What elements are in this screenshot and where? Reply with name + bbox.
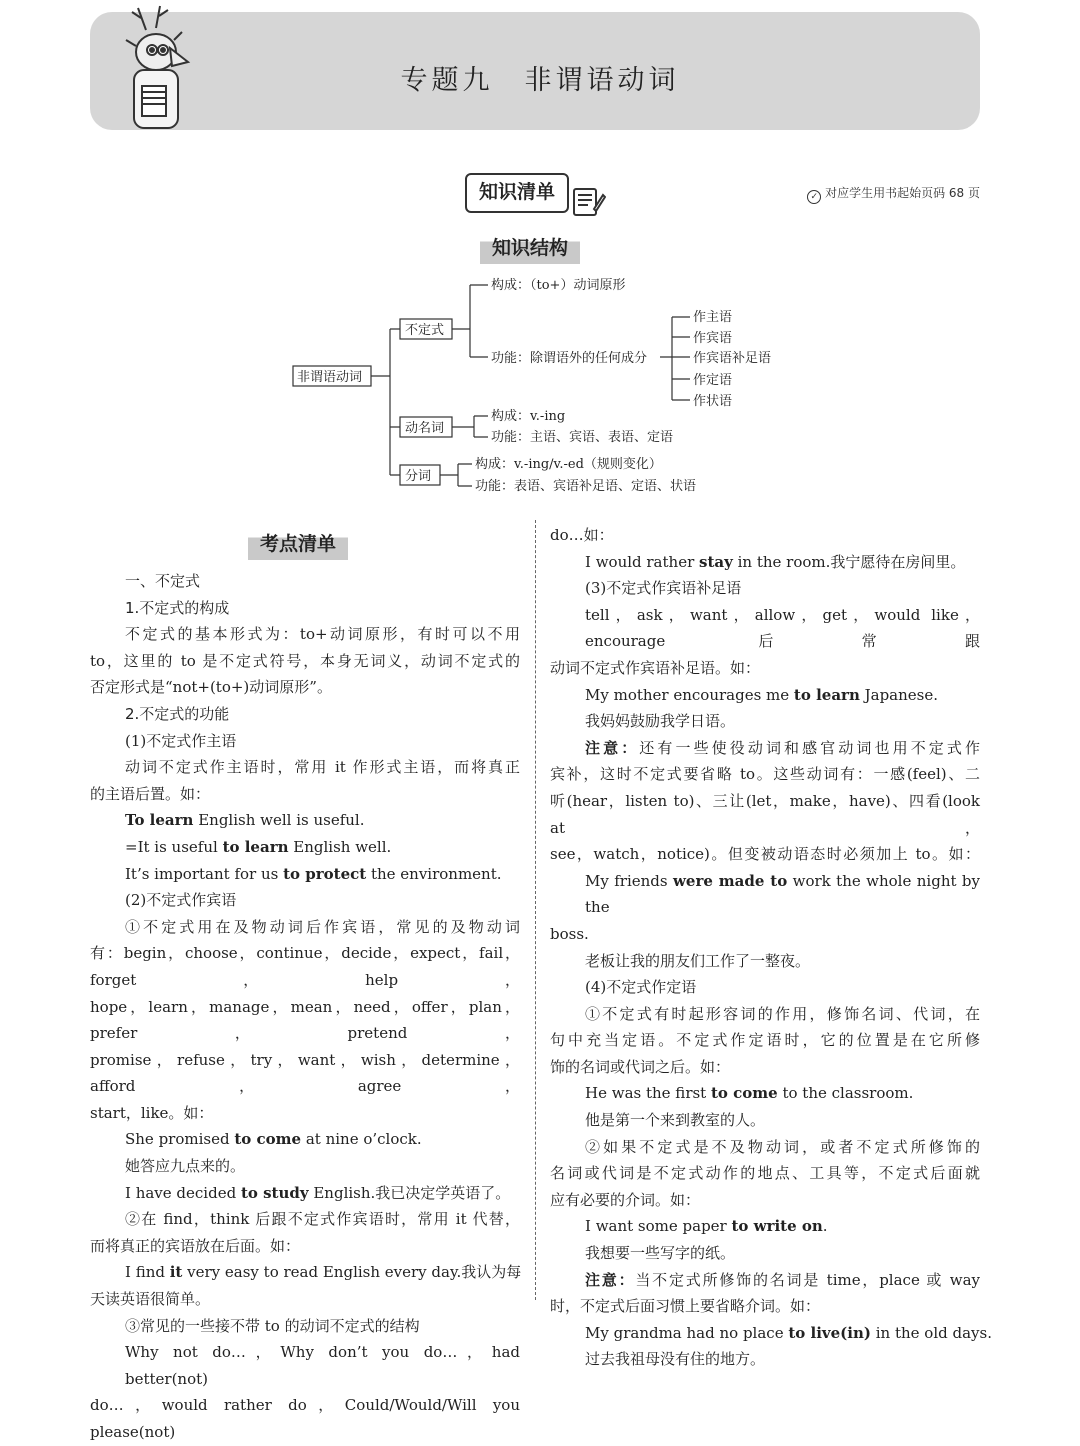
subsection-heading: (2)不定式作宾语 (125, 891, 237, 910)
example-text: to the classroom. (777, 1084, 914, 1103)
left-column (90, 568, 520, 1446)
paragraph-line: 动词不定式作主语时，常用 it 作形式主语，而将真正 (125, 758, 520, 777)
example-text: Japanese. (859, 685, 939, 704)
paragraph-line: promise，refuse，try，want，wish，determine，afford，agree， (90, 1050, 520, 1096)
exam-points-tag: 考点清单 (248, 528, 348, 560)
right-column (550, 522, 992, 1373)
notebook-icon (570, 183, 606, 219)
infinitive-role: 作宾语补足语 (693, 351, 772, 366)
note-line: see，watch，notice)。但变被动语态时必须加上 to。如： (550, 845, 980, 864)
example-text: English well is useful. (193, 811, 365, 830)
example-text: My grandma had no place (585, 1323, 789, 1342)
infinitive-role: 作状语 (693, 394, 733, 409)
note-line: 时，不定式后面习惯上要省略介词。如： (550, 1297, 821, 1316)
example-text: at nine o’clock. (301, 1130, 422, 1149)
example-text: I would rather (585, 552, 700, 571)
example-sentence (90, 1259, 520, 1286)
paragraph-line: 而将真正的宾语放在后面。如： (90, 1236, 301, 1255)
infinitive-function: 功能：除谓语外的任何成分 (491, 351, 648, 366)
paragraph-line: 名词或代词是不定式动作的地点、工具等，不定式后面就 (550, 1164, 980, 1183)
example-text: work the whole night by the (585, 871, 980, 917)
paragraph-line: ①不定式有时起形容词的作用，修饰名词、代词，在 (585, 1004, 980, 1023)
paragraph-line: ②在 find，think 后跟不定式作宾语时，常用 it 代替， (125, 1210, 520, 1229)
example-sentence (90, 1126, 520, 1153)
gerund-label: 动名词 (405, 421, 445, 436)
subsection-heading: (4)不定式作定语 (585, 978, 697, 997)
example-sentence (90, 1180, 520, 1207)
paragraph-line: do…如： (550, 526, 614, 544)
note-label: 注意： (585, 738, 640, 757)
example-translation: 我妈妈鼓励我学日语。 (585, 712, 736, 731)
example-sentence (90, 861, 520, 888)
keyword: to live(in) (788, 1323, 871, 1342)
keyword: it (169, 1263, 183, 1282)
subsection-heading: (1)不定式作主语 (125, 731, 237, 750)
keyword: stay (699, 552, 733, 571)
example-sentence (550, 549, 980, 576)
keyword: to protect (283, 864, 367, 883)
column-divider (535, 520, 536, 1300)
example-text: My mother encourages me (585, 685, 794, 704)
paragraph-line: start，like。如： (90, 1103, 214, 1122)
example-text: I have decided (125, 1183, 241, 1202)
example-translation: 我想要一些写字的纸。 (585, 1244, 736, 1263)
knowledge-list-tag: 知识清单 (465, 173, 569, 213)
note-line: 宾补，这时不定式要省略 to。这些动词有：一感(feel)、二 (550, 765, 980, 784)
keyword: to learn (793, 685, 860, 704)
paragraph-line: 的主语后置。如： (90, 784, 211, 803)
paragraph-line: 不定式的基本形式为：to+动词原形，有时可以不用 (125, 625, 520, 644)
gerund-form: 构成：v.-ing (491, 409, 566, 424)
infinitive-role: 作宾语 (693, 331, 733, 346)
example-text: in the room.我宁愿待在房间里。 (732, 552, 966, 571)
example-sentence: boss. (550, 924, 589, 943)
example-text: =It is useful (125, 837, 223, 856)
example-sentence: 天读英语很简单。 (90, 1290, 211, 1309)
paragraph-line: ①不定式用在及物动词后作宾语，常见的及物动词 (125, 917, 520, 936)
infinitive-role: 作定语 (693, 373, 733, 388)
infinitive-role: 作主语 (693, 310, 733, 325)
diagram-root-label: 非谓语动词 (297, 370, 363, 385)
page-title: 专题九 非谓语动词 (400, 65, 680, 96)
example-sentence (550, 682, 980, 709)
participle-function: 功能：表语、宾语补足语、定语、状语 (475, 479, 697, 494)
example-text: It’s important for us (125, 864, 284, 883)
subsection-heading: 1.不定式的构成 (125, 598, 230, 617)
paragraph-line: ③常见的一些接不带 to 的动词不定式的结构 (125, 1316, 420, 1335)
example-text: very easy to read English every day.我认为每 (182, 1263, 522, 1282)
keyword: to come (710, 1084, 778, 1103)
gerund-function: 功能：主语、宾语、表语、定语 (491, 430, 674, 445)
keyword: to study (240, 1183, 309, 1202)
infinitive-form: 构成：（to+）动词原形 (491, 278, 626, 293)
example-text: . (822, 1217, 828, 1236)
example-sentence (550, 1080, 980, 1107)
paragraph-line: do…，would rather do，Could/Would/Will you please(not) (90, 1396, 520, 1441)
example-text: She promised (125, 1130, 235, 1149)
participle-label: 分词 (405, 469, 432, 484)
paragraph-line: 应有必要的介词。如： (550, 1190, 701, 1209)
page-reference-text: 对应学生用书起始页码 68 页 (825, 186, 980, 200)
example-text: He was the first (585, 1084, 711, 1103)
subsection-heading: (3)不定式作宾语补足语 (585, 579, 742, 598)
example-translation: 她答应九点来的。 (125, 1157, 246, 1176)
example-translation: 过去我祖母没有住的地方。 (585, 1350, 766, 1369)
section-heading: 一、不定式 (125, 572, 201, 590)
note-label: 注意： (585, 1270, 636, 1289)
note-text: 当不定式所修饰的名词是 time，place 或 way (635, 1270, 980, 1289)
example-sentence (550, 868, 980, 921)
subsection-heading: 2.不定式的功能 (125, 704, 230, 723)
note-line (550, 735, 980, 762)
paragraph-line: 饰的名词或代词之后。如： (550, 1057, 731, 1076)
example-text: English well. (288, 837, 392, 856)
example-translation: 他是第一个来到教室的人。 (585, 1111, 766, 1130)
example-sentence (90, 834, 520, 861)
note-line (550, 1267, 980, 1294)
paragraph-line: 动词不定式作宾语补足语。如： (550, 658, 761, 677)
example-text: My friends (585, 871, 674, 890)
example-text: in the old days. (870, 1323, 992, 1342)
participle-form: 构成：v.-ing/v.-ed（规则变化） (475, 457, 662, 472)
paragraph-line: to，这里的 to 是不定式符号，本身无词义，动词不定式的 (90, 651, 520, 670)
example-translation: 老板让我的朋友们工作了一整夜。 (585, 951, 811, 970)
keyword: to learn (222, 837, 289, 856)
keyword: To learn (125, 811, 194, 830)
example-text: I want some paper (585, 1217, 732, 1236)
paragraph-line: ②如果不定式是不及物动词，或者不定式所修饰的 (585, 1137, 980, 1156)
paragraph-line: 否定形式是“not+(to+)动词原形”。 (90, 678, 332, 697)
example-text: I find (125, 1263, 170, 1282)
check-circle-icon: ✓ (807, 190, 821, 204)
paragraph-line: Why not do…，Why don’t you do…，had better(not) (125, 1343, 520, 1388)
keyword: were made to (673, 871, 788, 890)
example-sentence (550, 1320, 992, 1347)
page-reference (807, 184, 980, 204)
example-text: the environment. (366, 864, 502, 883)
keyword: to write on (731, 1217, 823, 1236)
keyword: to come (234, 1130, 302, 1149)
knowledge-structure-diagram (0, 265, 1080, 505)
knowledge-structure-tag: 知识结构 (480, 232, 580, 264)
paragraph-line: hope，learn，manage，mean，need，offer，plan，prefer，pretend， (90, 997, 520, 1043)
paragraph-line: 有：begin，choose，continue，decide，expect，fail，forget，help， (90, 944, 520, 989)
paragraph-line: tell，ask，want，allow，get，would like，encourage 后常跟 (585, 605, 980, 651)
paragraph-line: 句中充当定语。不定式作定语时，它的位置是在它所修 (550, 1031, 980, 1050)
example-sentence (550, 1213, 980, 1240)
example-text: English.我已决定学英语了。 (308, 1183, 511, 1202)
note-line: 听(hear，listen to)、三让(let，make，have)、四看(look at， (550, 791, 980, 837)
note-text: 还有一些使役动词和感官动词也用不定式作 (639, 738, 980, 757)
infinitive-label: 不定式 (405, 323, 445, 338)
example-sentence (90, 807, 520, 834)
